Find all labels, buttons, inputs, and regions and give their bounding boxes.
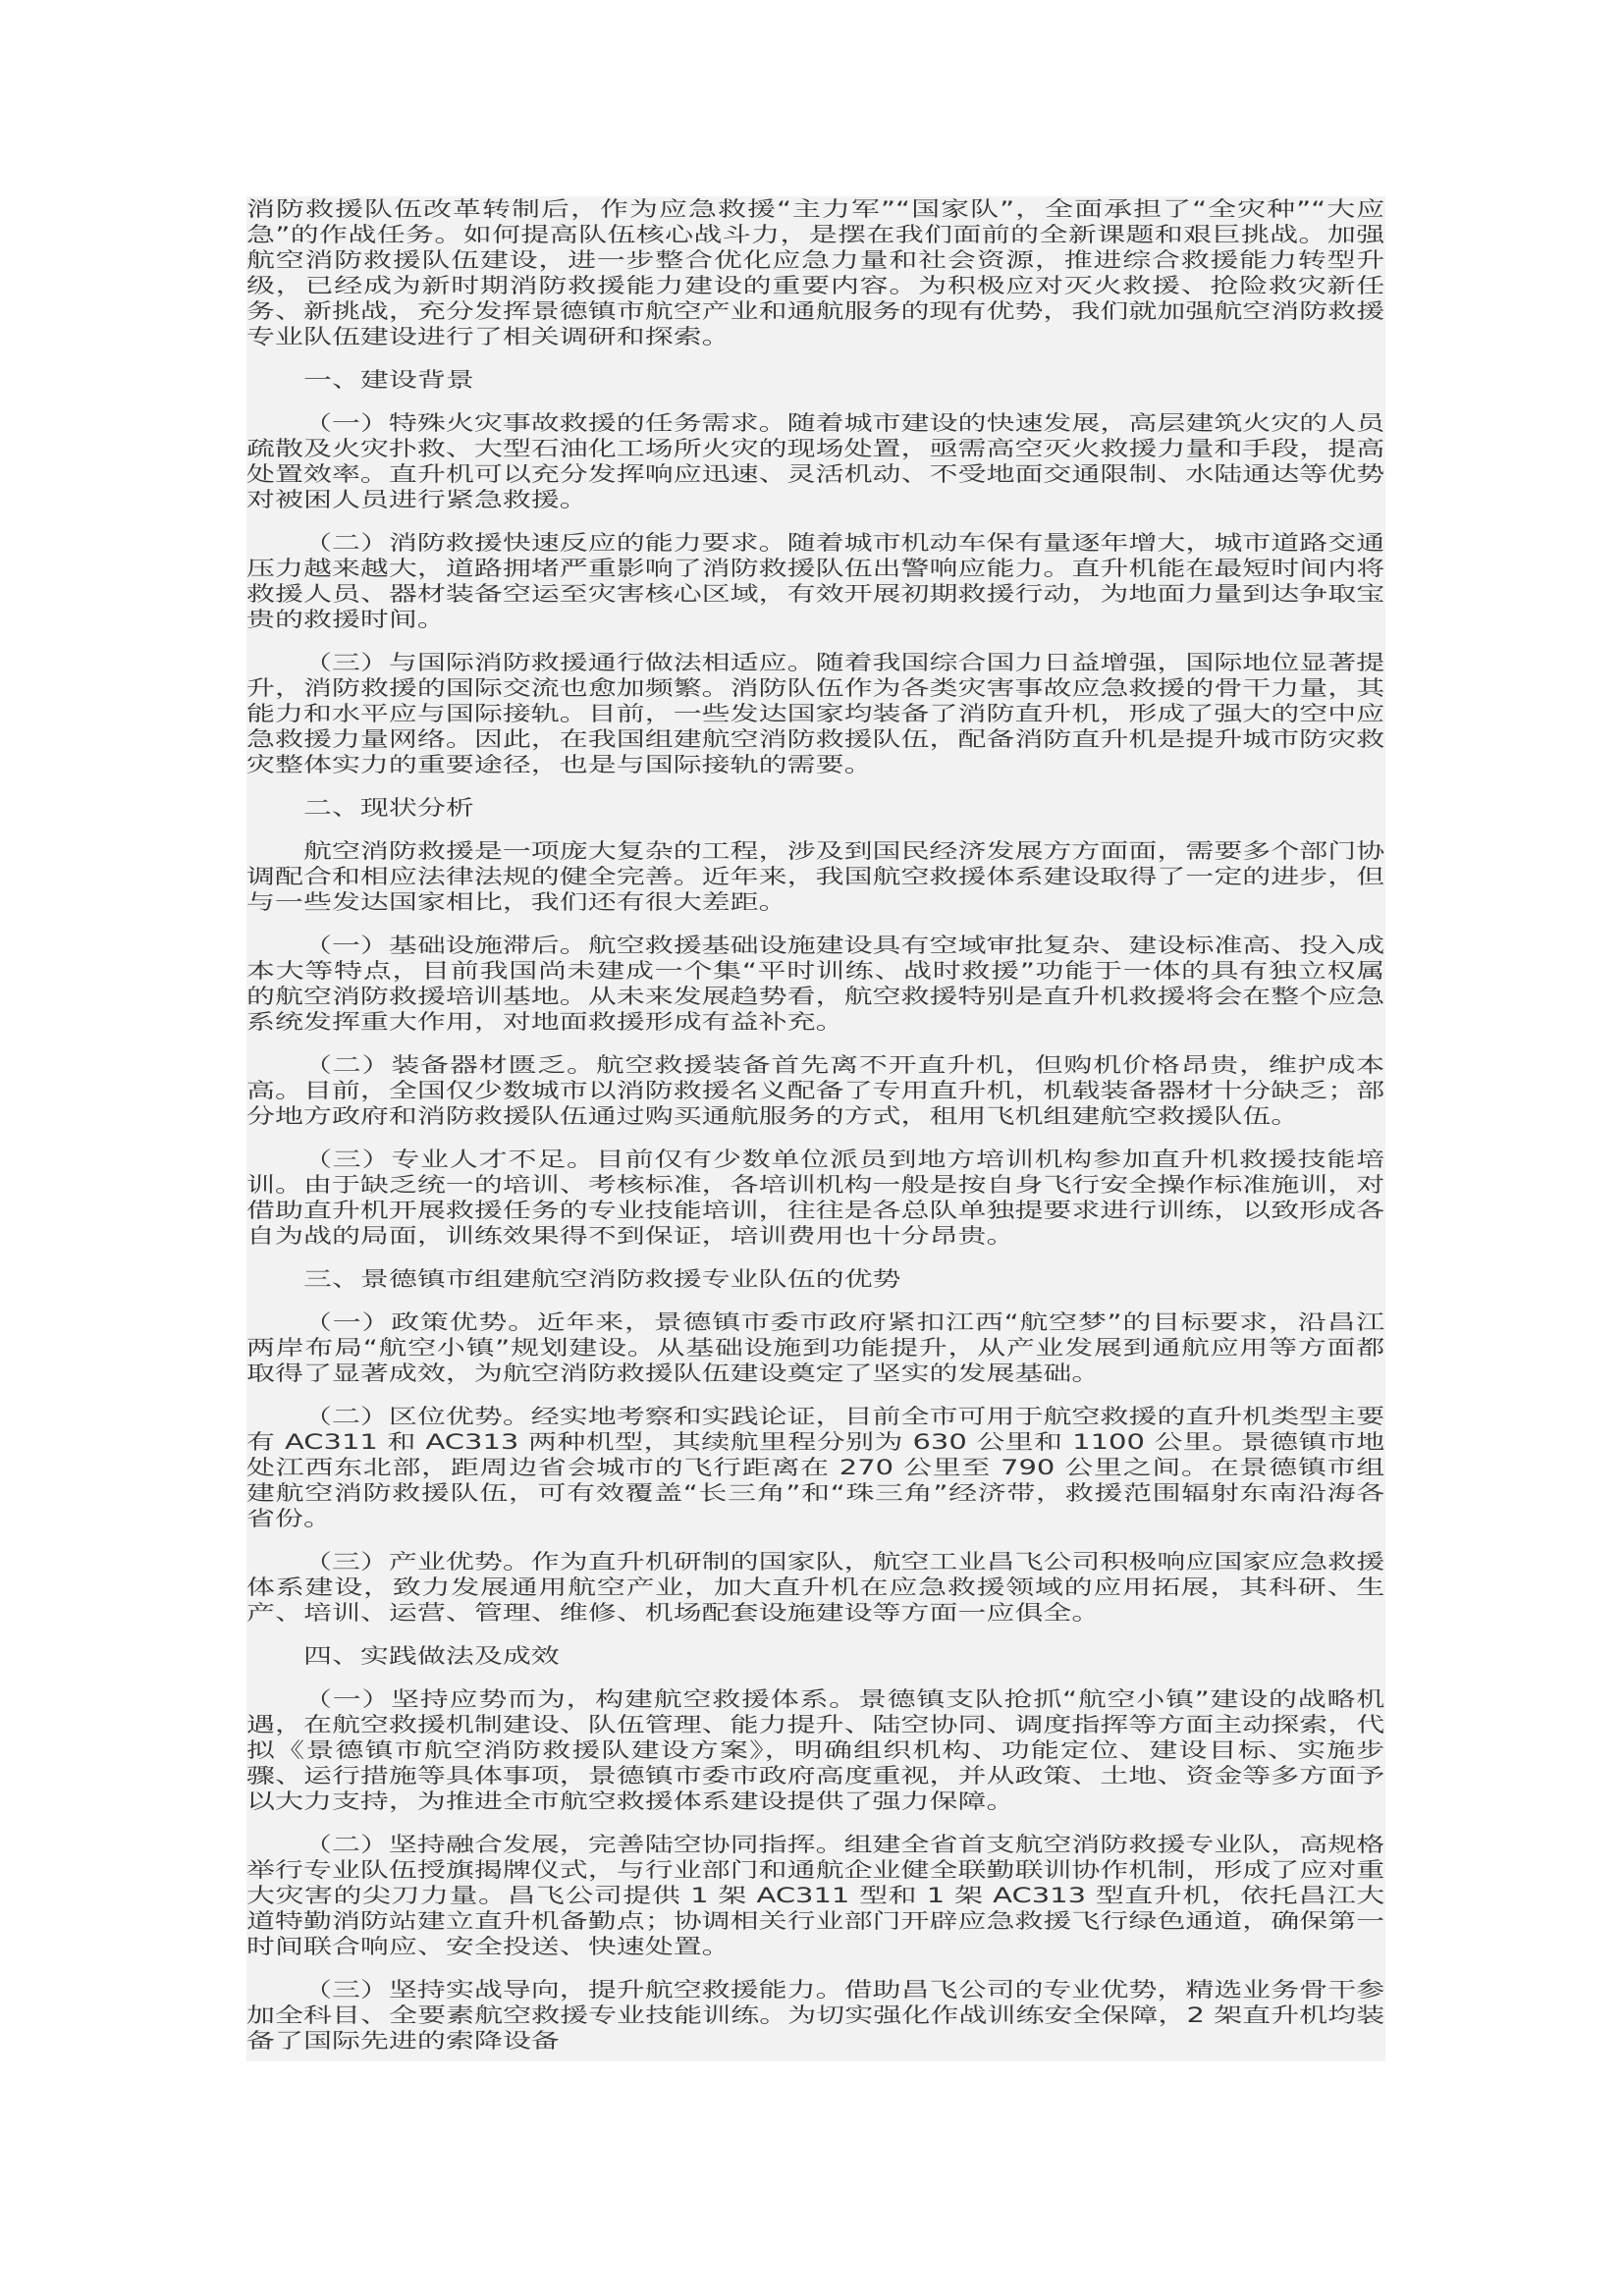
paragraph: （三）与国际消防救援通行做法相适应。随着我国综合国力日益增强，国际地位显著提升，消防救援的国际交流也愈加频繁。消防队伍作为各类灾害事故应急救援的骨干力量，其能力和水平应与国际接轨。目前，一些发达国家均装备了消防直升机，形成了强大的空中应急救援力量网络。因此，在我国组建航空消防救援队伍，配备消防直升机是提升城市防灾救灾整体实力的重要途径，也是与国际接轨的需要。 bbox=[246, 651, 1385, 776]
document-text bbox=[246, 196, 1384, 2054]
paragraph: （三）专业人才不足。目前仅有少数单位派员到地方培训机构参加直升机救援技能培训。由于缺乏统一的培训、考核标准，各培训机构一般是按自身飞行安全操作标准施训，对借助直升机开展救援任务的专业技能培训，往往是各总队单独提要求进行训练，以致形成各自为战的局面，训练效果得不到保证，培训费用也十分昂贵。 bbox=[246, 1148, 1385, 1248]
section-heading-3: 三、景德镇市组建航空消防救援专业队伍的优势 bbox=[302, 1267, 901, 1291]
section-heading-1: 一、建设背景 bbox=[302, 368, 474, 392]
section-heading-2: 二、现状分析 bbox=[302, 796, 474, 820]
paragraph: 航空消防救援是一项庞大复杂的工程，涉及到国民经济发展方方面面，需要多个部门协调配合和相应法律法规的健全完善。近年来，我国航空救援体系建设取得了一定的进步，但与一些发达国家相比，我们还有很大差距。 bbox=[246, 839, 1385, 914]
section-heading-4: 四、实践做法及成效 bbox=[302, 1644, 560, 1668]
paragraph: （二）坚持融合发展，完善陆空协同指挥。组建全省首支航空消防救援专业队，高规格举行专业队伍授旗揭牌仪式，与行业部门和通航企业健全联勤联训协作机制，形成了应对重大灾害的尖刀力量。昌飞公司提供 1 架 AC311 型和 1 架 AC313 型直升机，依托昌江大道特勤消防站建立直升机备勤点；协调相关行业部门开辟应急救援飞行绿色通道，确保第一时间联合响应、安全投送、快速处置。 bbox=[246, 1833, 1385, 1958]
paragraph: （二）区位优势。经实地考察和实践论证，目前全市可用于航空救援的直升机类型主要有 AC311 和 AC313 两种机型，其续航里程分别为 630 公里和 1100 公里。景德镇市地处江西东北部，距周边省会城市的飞行距离在 270 公里至 790 公里之间。在景德镇市组建航空消防救援队伍，可有效覆盖“长三角”和“珠三角”经济带，救援范围辐射东南沿海各省份。 bbox=[246, 1405, 1385, 1530]
paragraph: （一）政策优势。近年来，景德镇市委市政府紧扣江西“航空梦”的目标要求，沿昌江两岸布局“航空小镇”规划建设。从基础设施到功能提升，从产业发展到通航应用等方面都取得了显著成效，为航空消防救援队伍建设奠定了坚实的发展基础。 bbox=[246, 1310, 1385, 1385]
paragraph: （三）坚持实战导向，提升航空救援能力。借助昌飞公司的专业优势，精选业务骨干参加全科目、全要素航空救援专业技能训练。为切实强化作战训练安全保障，2 架直升机均装备了国际先进的索降设备 bbox=[246, 1978, 1385, 2053]
document-body bbox=[246, 196, 1385, 2061]
paragraph: （三）产业优势。作为直升机研制的国家队，航空工业昌飞公司积极响应国家应急救援体系建设，致力发展通用航空产业，加大直升机在应急救援领域的应用拓展，其科研、生产、培训、运营、管理、维修、机场配套设施建设等方面一应俱全。 bbox=[246, 1550, 1385, 1625]
paragraph: （一）特殊火灾事故救援的任务需求。随着城市建设的快速发展，高层建筑火灾的人员疏散及火灾扑救、大型石油化工场所火灾的现场处置，亟需高空灭火救援力量和手段，提高处置效率。直升机可以充分发挥响应迅速、灵活机动、不受地面交通限制、水陆通达等优势对被困人员进行紧急救援。 bbox=[246, 411, 1385, 511]
paragraph: （一）坚持应势而为，构建航空救援体系。景德镇支队抢抓“航空小镇”建设的战略机遇，在航空救援机制建设、队伍管理、能力提升、陆空协同、调度指挥等方面主动探索，代拟《景德镇市航空消防救援队建设方案》，明确组织机构、功能定位、建设目标、实施步骤、运行措施等具体事项，景德镇市委市政府高度重视，并从政策、土地、资金等多方面予以大力支持，为推进全市航空救援体系建设提供了强力保障。 bbox=[246, 1687, 1385, 1813]
paragraph: （一）基础设施滞后。航空救援基础设施建设具有空域审批复杂、建设标准高、投入成本大等特点，目前我国尚未建成一个集“平时训练、战时救援”功能于一体的具有独立权属的航空消防救援培训基地。从未来发展趋势看，航空救援特别是直升机救援将会在整个应急系统发挥重大作用，对地面救援形成有益补充。 bbox=[246, 934, 1385, 1034]
paragraph: （二）消防救援快速反应的能力要求。随着城市机动车保有量逐年增大，城市道路交通压力越来越大，道路拥堵严重影响了消防救援队伍出警响应能力。直升机能在最短时间内将救援人员、器材装备空运至灾害核心区域，有效开展初期救援行动，为地面力量到达争取宝贵的救援时间。 bbox=[246, 531, 1385, 631]
intro-paragraph: 消防救援队伍改革转制后，作为应急救援“主力军”“国家队”，全面承担了“全灾种”“大应急”的作战任务。如何提高队伍核心战斗力，是摆在我们面前的全新课题和艰巨挑战。加强航空消防救援队伍建设，进一步整合优化应急力量和社会资源，推进综合救援能力转型升级，已经成为新时期消防救援能力建设的重要内容。为积极应对灭火救援、抢险救灾新任务、新挑战，充分发挥景德镇市航空产业和通航服务的现有优势，我们就加强航空消防救援专业队伍建设进行了相关调研和探索。 bbox=[246, 197, 1385, 348]
paragraph: （二）装备器材匮乏。航空救援装备首先离不开直升机，但购机价格昂贵，维护成本高。目前，全国仅少数城市以消防救援名义配备了专用直升机，机载装备器材十分缺乏；部分地方政府和消防救援队伍通过购买通航服务的方式，租用飞机组建航空救援队伍。 bbox=[246, 1053, 1385, 1128]
